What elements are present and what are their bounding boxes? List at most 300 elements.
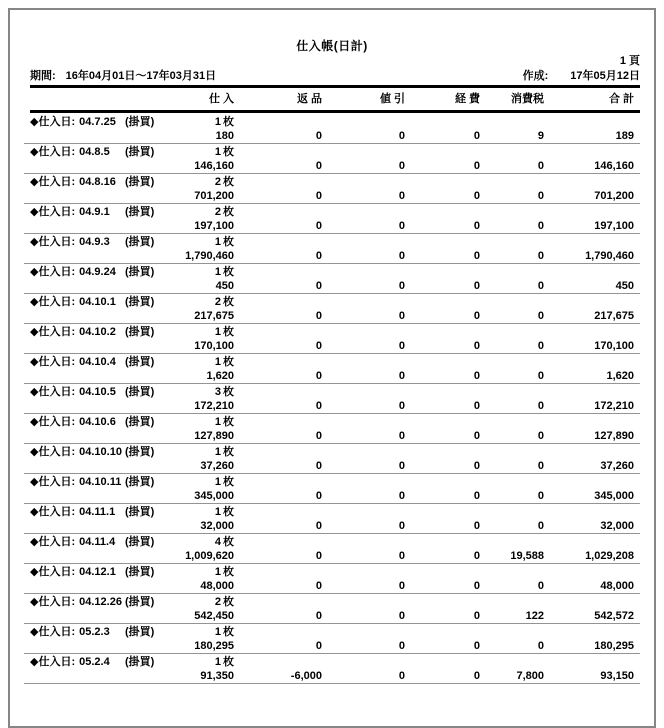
amount-gokei: 127,890 — [594, 430, 634, 442]
amount-shohizei: 19,588 — [510, 550, 544, 562]
slip-count-cell — [170, 115, 240, 129]
table-row — [24, 144, 640, 174]
slip-count-cell — [170, 175, 240, 189]
slip-count-cell — [170, 445, 240, 459]
purchase-type: (掛買) — [125, 446, 155, 458]
slip-count-unit: 枚 — [223, 236, 234, 248]
amount-keihi: 0 — [473, 370, 480, 382]
slip-count-cell — [170, 385, 240, 399]
amount-shohizei: 0 — [537, 220, 544, 232]
slip-count: 1 — [214, 476, 221, 488]
table-body — [24, 114, 640, 684]
amount-nebiki: 0 — [398, 430, 405, 442]
amount-gokei: 542,572 — [594, 610, 634, 622]
row-date-cell — [24, 145, 125, 159]
purchase-date-prefix: ◆仕入日: — [30, 326, 76, 338]
row-label-line — [24, 415, 640, 429]
amount-shiire: 217,675 — [194, 310, 234, 322]
slip-count-cell — [170, 475, 240, 489]
amount-nebiki: 0 — [398, 280, 405, 292]
amount-shohizei: 0 — [537, 460, 544, 472]
row-date-cell — [24, 625, 125, 639]
table-row — [24, 324, 640, 354]
row-date-cell — [24, 175, 125, 189]
amount-keihi: 0 — [473, 490, 480, 502]
amount-nebiki: 0 — [398, 250, 405, 262]
amount-shohizei: 0 — [537, 250, 544, 262]
slip-count-unit: 枚 — [223, 566, 234, 578]
row-date-cell — [24, 265, 125, 279]
amount-henpin: 0 — [315, 430, 322, 442]
amount-shohizei: 7,800 — [516, 670, 544, 682]
slip-count-unit: 枚 — [223, 206, 234, 218]
amount-gokei: 701,200 — [594, 190, 634, 202]
slip-count: 4 — [214, 536, 221, 548]
purchase-type: (掛買) — [125, 176, 155, 188]
amount-shiire: 197,100 — [194, 220, 234, 232]
slip-count-cell — [170, 235, 240, 249]
amount-gokei: 345,000 — [594, 490, 634, 502]
amount-shiire: 146,160 — [194, 160, 234, 172]
table-row — [24, 354, 640, 384]
amount-shohizei: 0 — [537, 190, 544, 202]
purchase-type: (掛買) — [125, 266, 155, 278]
amount-keihi: 0 — [473, 550, 480, 562]
amount-keihi: 0 — [473, 670, 480, 682]
row-amount-line — [24, 459, 640, 473]
amount-shiire: 542,450 — [194, 610, 234, 622]
amount-nebiki: 0 — [398, 520, 405, 532]
purchase-date: 04.10.5 — [79, 386, 116, 398]
purchase-date-prefix: ◆仕入日: — [30, 536, 76, 548]
purchase-date-prefix: ◆仕入日: — [30, 656, 76, 668]
amount-gokei: 48,000 — [600, 580, 634, 592]
amount-henpin: 0 — [315, 310, 322, 322]
amount-shiire: 701,200 — [194, 190, 234, 202]
row-date-cell — [24, 595, 125, 609]
purchase-date-prefix: ◆仕入日: — [30, 566, 76, 578]
purchase-type: (掛買) — [125, 146, 155, 158]
period-label: 期間: — [30, 70, 56, 82]
page-number: 1 頁 — [619, 55, 640, 67]
row-amount-line — [24, 279, 640, 293]
amount-henpin: 0 — [315, 220, 322, 232]
row-label-line — [24, 445, 640, 459]
row-date-cell — [24, 355, 125, 369]
purchase-date: 04.10.10 — [79, 446, 122, 458]
purchase-type: (掛買) — [125, 236, 155, 248]
amount-shohizei: 0 — [537, 160, 544, 172]
amount-keihi: 0 — [473, 220, 480, 232]
purchase-date: 04.8.5 — [79, 146, 110, 158]
row-amount-line — [24, 489, 640, 503]
purchase-date: 04.11.1 — [79, 506, 116, 518]
meta-row — [30, 67, 640, 83]
amount-gokei: 172,210 — [594, 400, 634, 412]
row-amount-line — [24, 429, 640, 443]
amount-henpin: 0 — [315, 250, 322, 262]
purchase-type: (掛買) — [125, 296, 155, 308]
row-amount-line — [24, 579, 640, 593]
amount-keihi: 0 — [473, 160, 480, 172]
purchase-date: 04.7.25 — [79, 116, 116, 128]
amount-nebiki: 0 — [398, 220, 405, 232]
purchase-type: (掛買) — [125, 206, 155, 218]
slip-count: 2 — [214, 596, 221, 608]
slip-count: 1 — [214, 416, 221, 428]
amount-gokei: 217,675 — [594, 310, 634, 322]
slip-count-unit: 枚 — [223, 356, 234, 368]
amount-keihi: 0 — [473, 400, 480, 412]
table-row — [24, 474, 640, 504]
row-label-line — [24, 115, 640, 129]
purchase-date-prefix: ◆仕入日: — [30, 506, 76, 518]
amount-gokei: 189 — [615, 130, 634, 142]
slip-count-unit: 枚 — [223, 536, 234, 548]
row-amount-line — [24, 189, 640, 203]
row-label-line — [24, 535, 640, 549]
report-title: 仕入帳(日計) — [296, 39, 368, 53]
amount-shohizei: 0 — [537, 400, 544, 412]
amount-henpin: 0 — [315, 520, 322, 532]
purchase-date: 05.2.4 — [79, 656, 110, 668]
row-date-cell — [24, 505, 125, 519]
purchase-date: 04.10.11 — [79, 476, 122, 488]
amount-nebiki: 0 — [398, 610, 405, 622]
purchase-type: (掛買) — [125, 506, 155, 518]
row-date-cell — [24, 445, 125, 459]
purchase-date-prefix: ◆仕入日: — [30, 176, 76, 188]
table-row — [24, 384, 640, 414]
table-row — [24, 174, 640, 204]
row-label-line — [24, 355, 640, 369]
row-amount-line — [24, 609, 640, 623]
row-date-cell — [24, 565, 125, 579]
slip-count-unit: 枚 — [223, 146, 234, 158]
col-header-henpin: 返 品 — [296, 93, 322, 105]
table-row — [24, 564, 640, 594]
amount-gokei: 450 — [615, 280, 634, 292]
slip-count: 3 — [214, 386, 221, 398]
amount-shohizei: 0 — [537, 340, 544, 352]
table-row — [24, 414, 640, 444]
slip-count-unit: 枚 — [223, 326, 234, 338]
amount-gokei: 1,790,460 — [585, 250, 634, 262]
purchase-type: (掛買) — [125, 116, 155, 128]
amount-henpin: 0 — [315, 370, 322, 382]
amount-shiire: 172,210 — [194, 400, 234, 412]
row-amount-line — [24, 669, 640, 683]
period — [30, 67, 216, 83]
slip-count-unit: 枚 — [223, 176, 234, 188]
amount-keihi: 0 — [473, 280, 480, 292]
slip-count-cell — [170, 295, 240, 309]
amount-shohizei: 0 — [537, 280, 544, 292]
amount-nebiki: 0 — [398, 580, 405, 592]
purchase-date: 04.10.2 — [79, 326, 116, 338]
amount-keihi: 0 — [473, 250, 480, 262]
purchase-type: (掛買) — [125, 386, 155, 398]
row-date-cell — [24, 535, 125, 549]
amount-shohizei: 0 — [537, 310, 544, 322]
col-header-nebiki: 値 引 — [379, 93, 405, 105]
amount-henpin: 0 — [315, 490, 322, 502]
slip-count-unit: 枚 — [223, 416, 234, 428]
row-label-line — [24, 145, 640, 159]
slip-count: 1 — [214, 506, 221, 518]
table-row — [24, 504, 640, 534]
row-date-cell — [24, 475, 125, 489]
slip-count: 1 — [214, 626, 221, 638]
slip-count-unit: 枚 — [223, 656, 234, 668]
slip-count-cell — [170, 145, 240, 159]
amount-shohizei: 0 — [537, 640, 544, 652]
amount-henpin: 0 — [315, 280, 322, 292]
row-date-cell — [24, 415, 125, 429]
row-date-cell — [24, 325, 125, 339]
amount-nebiki: 0 — [398, 670, 405, 682]
amount-gokei: 37,260 — [600, 460, 634, 472]
row-amount-line — [24, 639, 640, 653]
amount-henpin: 0 — [315, 160, 322, 172]
amount-keihi: 0 — [473, 610, 480, 622]
table-row — [24, 654, 640, 684]
row-amount-line — [24, 339, 640, 353]
purchase-type: (掛買) — [125, 476, 155, 488]
purchase-type: (掛買) — [125, 326, 155, 338]
amount-keihi: 0 — [473, 520, 480, 532]
purchase-date: 04.10.1 — [79, 296, 116, 308]
amount-henpin: 0 — [315, 400, 322, 412]
amount-henpin: 0 — [315, 340, 322, 352]
amount-keihi: 0 — [473, 580, 480, 592]
purchase-date: 04.9.24 — [79, 266, 116, 278]
row-label-line — [24, 565, 640, 579]
row-date-cell — [24, 295, 125, 309]
slip-count-unit: 枚 — [223, 296, 234, 308]
amount-nebiki: 0 — [398, 340, 405, 352]
slip-count-unit: 枚 — [223, 506, 234, 518]
amount-keihi: 0 — [473, 430, 480, 442]
amount-shiire: 1,620 — [206, 370, 234, 382]
slip-count: 2 — [214, 206, 221, 218]
amount-gokei: 180,295 — [594, 640, 634, 652]
row-amount-line — [24, 249, 640, 263]
amount-nebiki: 0 — [398, 550, 405, 562]
amount-nebiki: 0 — [398, 370, 405, 382]
purchase-date: 04.11.4 — [79, 536, 116, 548]
row-date-cell — [24, 235, 125, 249]
row-amount-line — [24, 159, 640, 173]
slip-count: 1 — [214, 356, 221, 368]
table-row — [24, 444, 640, 474]
amount-shohizei: 122 — [525, 610, 544, 622]
table-row — [24, 594, 640, 624]
row-amount-line — [24, 219, 640, 233]
row-label-line — [24, 625, 640, 639]
row-label-line — [24, 385, 640, 399]
amount-keihi: 0 — [473, 130, 480, 142]
slip-count-cell — [170, 355, 240, 369]
purchase-date: 05.2.3 — [79, 626, 110, 638]
amount-shohizei: 0 — [537, 430, 544, 442]
amount-shiire: 37,260 — [200, 460, 234, 472]
created-label: 作成: — [522, 70, 549, 82]
row-label-line — [24, 265, 640, 279]
amount-shiire: 170,100 — [194, 340, 234, 352]
row-date-cell — [24, 115, 125, 129]
purchase-date-prefix: ◆仕入日: — [30, 356, 76, 368]
amount-keihi: 0 — [473, 340, 480, 352]
purchase-date-prefix: ◆仕入日: — [30, 146, 76, 158]
table-row — [24, 624, 640, 654]
amount-shohizei: 0 — [537, 490, 544, 502]
purchase-type: (掛買) — [125, 566, 155, 578]
created — [523, 67, 640, 83]
amount-nebiki: 0 — [398, 130, 405, 142]
amount-henpin: 0 — [315, 640, 322, 652]
table-row — [24, 204, 640, 234]
period-value: 16年04月01日～17年03月31日 — [65, 70, 217, 82]
col-header-shohizei: 消費税 — [511, 93, 544, 105]
purchase-date: 04.9.3 — [79, 236, 110, 248]
slip-count-unit: 枚 — [223, 116, 234, 128]
purchase-type: (掛買) — [125, 356, 155, 368]
slip-count: 1 — [214, 656, 221, 668]
row-date-cell — [24, 205, 125, 219]
purchase-date-prefix: ◆仕入日: — [30, 236, 76, 248]
slip-count: 1 — [214, 446, 221, 458]
table-row — [24, 534, 640, 564]
amount-gokei: 170,100 — [594, 340, 634, 352]
row-label-line — [24, 475, 640, 489]
amount-shohizei: 0 — [537, 520, 544, 532]
amount-shiire: 32,000 — [200, 520, 234, 532]
purchase-type: (掛買) — [125, 626, 155, 638]
amount-henpin: -6,000 — [290, 670, 322, 682]
row-label-line — [24, 655, 640, 669]
row-label-line — [24, 505, 640, 519]
purchase-date-prefix: ◆仕入日: — [30, 446, 76, 458]
amount-shiire: 180,295 — [194, 640, 234, 652]
purchase-date-prefix: ◆仕入日: — [30, 386, 76, 398]
slip-count-unit: 枚 — [223, 596, 234, 608]
purchase-type: (掛買) — [125, 536, 155, 548]
row-amount-line — [24, 129, 640, 143]
purchase-date-prefix: ◆仕入日: — [30, 476, 76, 488]
col-header-spacer — [125, 88, 170, 110]
slip-count-cell — [170, 625, 240, 639]
amount-shiire: 1,790,460 — [185, 250, 234, 262]
amount-shiire: 450 — [215, 280, 234, 292]
purchase-date-prefix: ◆仕入日: — [30, 596, 76, 608]
amount-shiire: 48,000 — [200, 580, 234, 592]
table-row — [24, 234, 640, 264]
purchase-date-prefix: ◆仕入日: — [30, 206, 76, 218]
amount-nebiki: 0 — [398, 460, 405, 472]
row-amount-line — [24, 519, 640, 533]
purchase-date-prefix: ◆仕入日: — [30, 416, 76, 428]
amount-shiire: 180 — [215, 130, 234, 142]
amount-henpin: 0 — [315, 580, 322, 592]
slip-count-unit: 枚 — [223, 446, 234, 458]
row-amount-line — [24, 309, 640, 323]
row-label-line — [24, 175, 640, 189]
table-row — [24, 294, 640, 324]
purchase-date-prefix: ◆仕入日: — [30, 116, 76, 128]
col-header-shiire: 仕 入 — [208, 93, 234, 105]
slip-count-cell — [170, 265, 240, 279]
slip-count-cell — [170, 325, 240, 339]
amount-gokei: 197,100 — [594, 220, 634, 232]
purchase-date-prefix: ◆仕入日: — [30, 266, 76, 278]
amount-shohizei: 0 — [537, 580, 544, 592]
amount-henpin: 0 — [315, 460, 322, 472]
amount-gokei: 1,620 — [606, 370, 634, 382]
row-label-line — [24, 595, 640, 609]
slip-count-cell — [170, 535, 240, 549]
row-amount-line — [24, 549, 640, 563]
slip-count: 1 — [214, 236, 221, 248]
slip-count-cell — [170, 205, 240, 219]
header-divider-bottom — [30, 110, 640, 113]
table-row — [24, 114, 640, 144]
amount-keihi: 0 — [473, 640, 480, 652]
slip-count-unit: 枚 — [223, 626, 234, 638]
amount-keihi: 0 — [473, 310, 480, 322]
purchase-date: 04.9.1 — [79, 206, 110, 218]
amount-keihi: 0 — [473, 190, 480, 202]
row-label-line — [24, 295, 640, 309]
row-label-line — [24, 205, 640, 219]
slip-count-unit: 枚 — [223, 476, 234, 488]
slip-count: 1 — [214, 266, 221, 278]
col-header-gokei: 合 計 — [608, 93, 634, 105]
amount-shohizei: 0 — [537, 370, 544, 382]
amount-shiire: 127,890 — [194, 430, 234, 442]
col-header-keihi: 経 費 — [454, 93, 480, 105]
purchase-date: 04.10.4 — [79, 356, 116, 368]
amount-nebiki: 0 — [398, 490, 405, 502]
amount-nebiki: 0 — [398, 190, 405, 202]
amount-henpin: 0 — [315, 550, 322, 562]
amount-gokei: 146,160 — [594, 160, 634, 172]
purchase-type: (掛買) — [125, 656, 155, 668]
col-header-spacer — [24, 88, 125, 110]
amount-gokei: 1,029,208 — [585, 550, 634, 562]
slip-count-cell — [170, 655, 240, 669]
amount-shiire: 91,350 — [200, 670, 234, 682]
slip-count-cell — [170, 595, 240, 609]
amount-gokei: 32,000 — [600, 520, 634, 532]
amount-nebiki: 0 — [398, 310, 405, 322]
amount-henpin: 0 — [315, 610, 322, 622]
amount-nebiki: 0 — [398, 640, 405, 652]
purchase-type: (掛買) — [125, 596, 155, 608]
slip-count: 1 — [214, 326, 221, 338]
amount-nebiki: 0 — [398, 160, 405, 172]
slip-count: 2 — [214, 296, 221, 308]
slip-count-cell — [170, 415, 240, 429]
purchase-date: 04.8.16 — [79, 176, 116, 188]
purchase-date: 04.10.6 — [79, 416, 116, 428]
table-header-row — [24, 88, 640, 110]
amount-henpin: 0 — [315, 130, 322, 142]
row-date-cell — [24, 655, 125, 669]
slip-count-unit: 枚 — [223, 266, 234, 278]
slip-count-cell — [170, 505, 240, 519]
slip-count: 1 — [214, 116, 221, 128]
